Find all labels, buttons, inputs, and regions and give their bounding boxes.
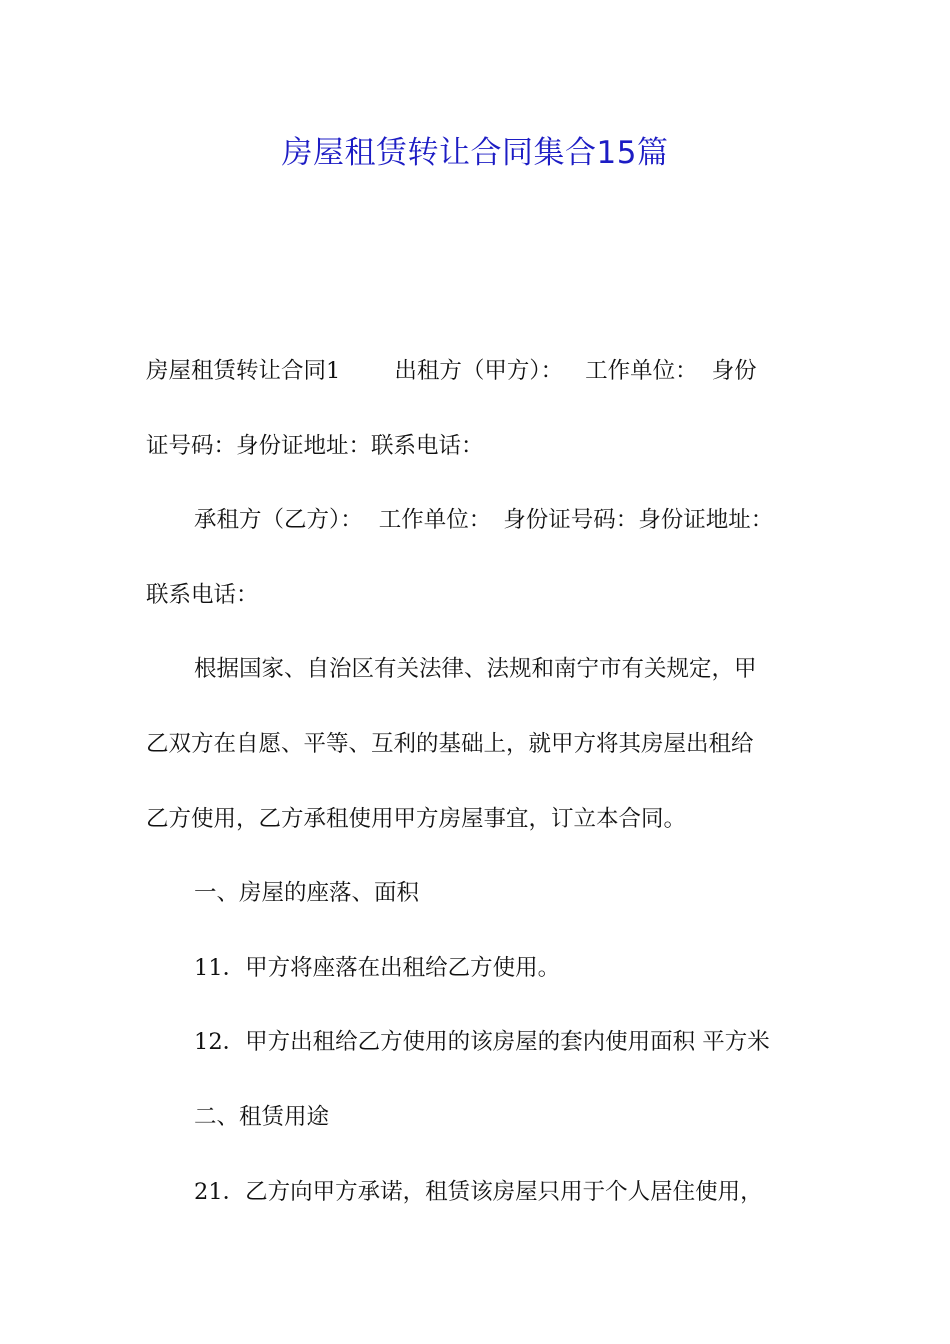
paragraph-line-2: 证号码：身份证地址：联系电话：: [146, 432, 484, 459]
lessor-id-label-start: 身份: [711, 358, 757, 384]
lessor-work-unit-label: 工作单位：: [585, 358, 698, 384]
paragraph-line-3: [146, 483, 826, 558]
section-heading-2: 二、租赁用途: [194, 1103, 330, 1130]
lessee-work-unit-label: 工作单位：: [378, 507, 492, 534]
clause-1-2: 12．甲方出租给乙方使用的该房屋的套内使用面积 平方米: [194, 1029, 770, 1056]
contract-heading: 房屋租赁转让合同1: [146, 358, 341, 384]
document-body: [146, 334, 826, 1229]
paragraph-line-6: 乙双方在自愿、平等、互利的基础上，就甲方将其房屋出租给: [146, 730, 754, 757]
clause-2-1: 21．乙方向甲方承诺，租赁该房屋只用于个人居住使用，: [194, 1178, 763, 1205]
clause-1-1: 11．甲方将座落在出租给乙方使用。: [194, 954, 561, 981]
paragraph-line-1: [146, 334, 826, 409]
lessee-label: 承租方（乙方）：: [194, 507, 363, 534]
paragraph-line-5: 根据国家、自治区有关法律、法规和南宁市有关规定，甲: [194, 656, 757, 683]
lessor-label: 出租方（甲方）：: [394, 358, 564, 384]
section-heading-1: 一、房屋的座落、面积: [194, 880, 420, 907]
paragraph-line-4: 联系电话：: [146, 581, 259, 608]
paragraph-line-7: 乙方使用，乙方承租使用甲方房屋事宜，订立本合同。: [146, 805, 687, 832]
lessee-id-label: 身份证号码：身份证地址：: [503, 507, 774, 534]
document-title: 房屋租赁转让合同集合15篇: [281, 135, 669, 171]
